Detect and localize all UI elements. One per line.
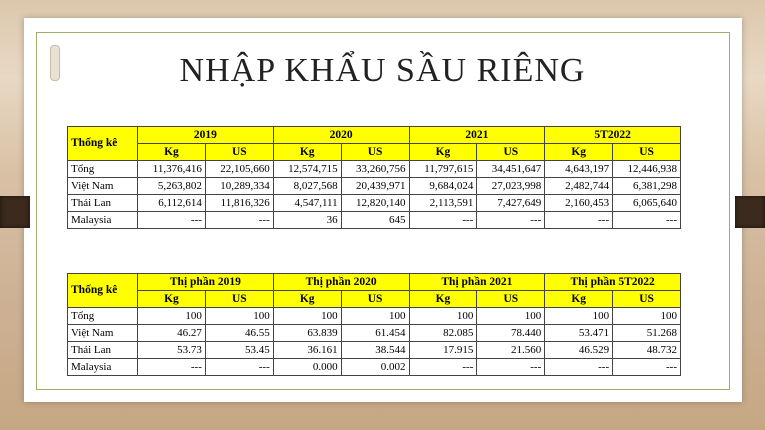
table-cell: 9,684,024 <box>409 178 477 195</box>
table-cell: 36 <box>273 212 341 229</box>
slide-title: NHẬP KHẨU SẦU RIÊNG <box>179 52 586 89</box>
table-cell: --- <box>205 359 273 376</box>
table-cell: --- <box>613 212 681 229</box>
table-row <box>68 195 681 212</box>
year-header: 2020 <box>273 127 409 144</box>
table-row <box>68 212 681 229</box>
table-cell: 6,381,298 <box>613 178 681 195</box>
table-cell: 0.000 <box>273 359 341 376</box>
table-cell: 53.471 <box>545 325 613 342</box>
year-header: 5T2022 <box>545 127 681 144</box>
table-cell: 12,820,140 <box>341 195 409 212</box>
unit-header: Kg <box>545 291 613 308</box>
row-label: Thái Lan <box>68 195 138 212</box>
table-cell: 6,112,614 <box>138 195 206 212</box>
table-cell: 53.73 <box>138 342 206 359</box>
table-cell: 100 <box>409 308 477 325</box>
table-cell: --- <box>545 359 613 376</box>
table-cell: --- <box>138 212 206 229</box>
table-row <box>68 325 681 342</box>
table-cell: 12,446,938 <box>613 161 681 178</box>
table-cell: 48.732 <box>613 342 681 359</box>
table-cell: 8,027,568 <box>273 178 341 195</box>
unit-header: Kg <box>409 144 477 161</box>
table-cell: 11,816,326 <box>205 195 273 212</box>
table-cell: 10,289,334 <box>205 178 273 195</box>
table-cell: 36.161 <box>273 342 341 359</box>
table-cell: 21.560 <box>477 342 545 359</box>
table-cell: 51.268 <box>613 325 681 342</box>
table-cell: 82.085 <box>409 325 477 342</box>
table-cell: 20,439,971 <box>341 178 409 195</box>
table-cell: 27,023,998 <box>477 178 545 195</box>
table-cell: --- <box>545 212 613 229</box>
unit-header: Kg <box>273 144 341 161</box>
unit-header: Kg <box>545 144 613 161</box>
unit-header: US <box>341 144 409 161</box>
table-cell: 4,547,111 <box>273 195 341 212</box>
unit-header: US <box>477 144 545 161</box>
table-cell: 46.529 <box>545 342 613 359</box>
row-label: Thái Lan <box>68 342 138 359</box>
table-row <box>68 178 681 195</box>
table-cell: 22,105,660 <box>205 161 273 178</box>
table-cell: 53.45 <box>205 342 273 359</box>
year-header: 2019 <box>138 127 274 144</box>
table-cell: 46.27 <box>138 325 206 342</box>
share-year-header: Thị phần 2020 <box>273 274 409 291</box>
table-cell: --- <box>477 359 545 376</box>
table-cell: 33,260,756 <box>341 161 409 178</box>
row-label: Tổng <box>68 308 138 325</box>
table-cell: 100 <box>273 308 341 325</box>
market-share-table <box>67 273 681 376</box>
import-volume-table <box>67 126 681 229</box>
table-cell: 63.839 <box>273 325 341 342</box>
table-cell: 100 <box>477 308 545 325</box>
unit-header: Kg <box>273 291 341 308</box>
table-cell: 0.002 <box>341 359 409 376</box>
share-year-header: Thị phần 5T2022 <box>545 274 681 291</box>
table-cell: 2,113,591 <box>409 195 477 212</box>
table-cell: 100 <box>341 308 409 325</box>
table-cell: 4,643,197 <box>545 161 613 178</box>
table-cell: 100 <box>613 308 681 325</box>
table-cell: 11,797,615 <box>409 161 477 178</box>
table-row <box>68 308 681 325</box>
table-row <box>68 359 681 376</box>
table-cell: --- <box>613 359 681 376</box>
table-cell: --- <box>205 212 273 229</box>
table-cell: 7,427,649 <box>477 195 545 212</box>
unit-header: Kg <box>138 144 206 161</box>
unit-header: US <box>613 144 681 161</box>
table-cell: 645 <box>341 212 409 229</box>
unit-header: US <box>341 291 409 308</box>
table-cell: 61.454 <box>341 325 409 342</box>
table-cell: 78.440 <box>477 325 545 342</box>
unit-header: US <box>205 291 273 308</box>
table-cell: 100 <box>138 308 206 325</box>
table-row <box>68 161 681 178</box>
left-decor-bar <box>0 196 30 228</box>
row-label: Việt Nam <box>68 325 138 342</box>
unit-header: US <box>613 291 681 308</box>
year-header: 2021 <box>409 127 545 144</box>
table-corner-label: Thống kê <box>68 127 138 161</box>
unit-header: US <box>205 144 273 161</box>
table-cell: --- <box>409 212 477 229</box>
row-label: Malaysia <box>68 359 138 376</box>
table-cell: 46.55 <box>205 325 273 342</box>
table-cell: --- <box>409 359 477 376</box>
table-cell: 38.544 <box>341 342 409 359</box>
table-cell: 2,482,744 <box>545 178 613 195</box>
unit-header: Kg <box>409 291 477 308</box>
row-label: Tổng <box>68 161 138 178</box>
share-year-header: Thị phần 2019 <box>138 274 274 291</box>
table-cell: 100 <box>205 308 273 325</box>
unit-header: Kg <box>138 291 206 308</box>
share-year-header: Thị phần 2021 <box>409 274 545 291</box>
table-cell: 34,451,647 <box>477 161 545 178</box>
table-cell: 2,160,453 <box>545 195 613 212</box>
table-cell: 11,376,416 <box>138 161 206 178</box>
table-cell: 17.915 <box>409 342 477 359</box>
table-cell: 6,065,640 <box>613 195 681 212</box>
right-decor-bar <box>735 196 765 228</box>
row-label: Việt Nam <box>68 178 138 195</box>
table-cell: 12,574,715 <box>273 161 341 178</box>
table-cell: --- <box>477 212 545 229</box>
table-corner-label: Thống kê <box>68 274 138 308</box>
row-label: Malaysia <box>68 212 138 229</box>
table-row <box>68 342 681 359</box>
unit-header: US <box>477 291 545 308</box>
table-cell: 100 <box>545 308 613 325</box>
table-cell: 5,263,802 <box>138 178 206 195</box>
table-cell: --- <box>138 359 206 376</box>
